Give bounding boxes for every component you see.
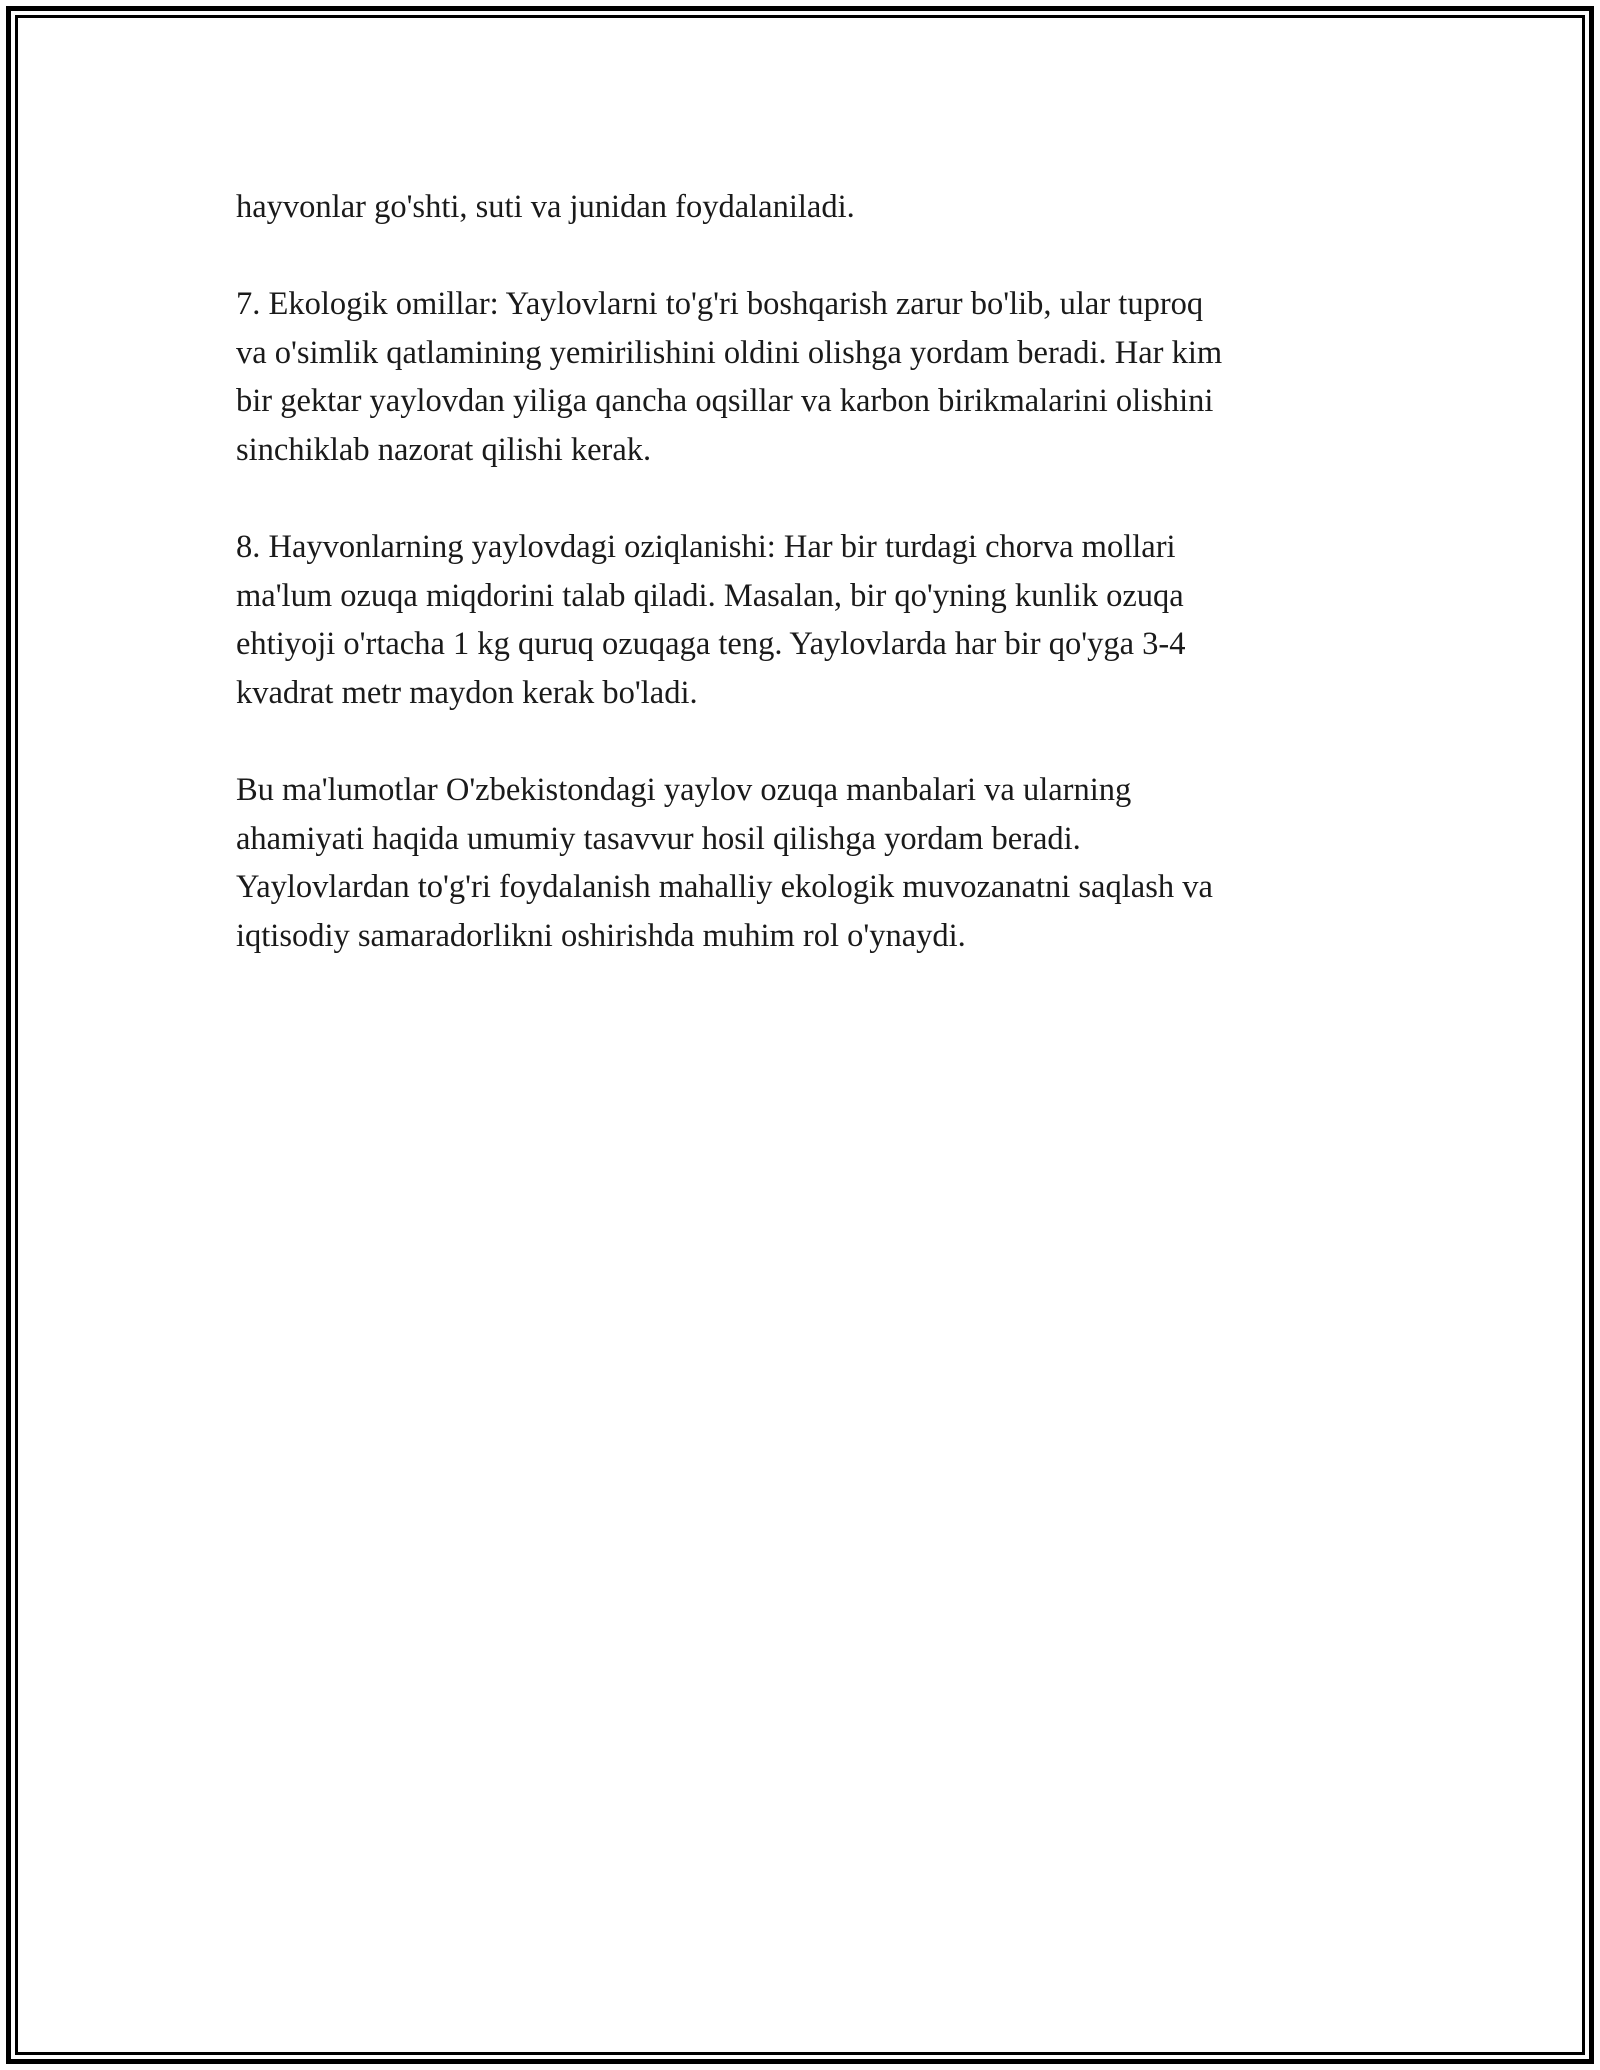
paragraph-conclusion: Bu ma'lumotlar O'zbekistondagi yaylov ozuqa manbalari va ularning ahamiyati haqida umumiy tasavvur hosil qilishga yordam beradi. Yaylovlardan to'g'ri foydalanish mahalliy ekologik muvozanatni saqlash va iqtisodiy samaradorlikni oshirishda muhim rol o'ynaydi.: [236, 772, 1213, 954]
paragraph-animal-feeding: 8. Hayvonlarning yaylovdagi oziqlanishi: Har bir turdagi chorva mollari ma'lum ozuqa miqdorini talab qiladi. Masalan, bir qo'yning kunlik ozuqa ehtiyoji o'rtacha 1 kg quruq ozuqaga teng. Yaylovlarda har bir qo'yga 3-4 kvadrat metr maydon kerak bo'ladi.: [236, 529, 1186, 711]
paragraph-continuation: hayvonlar go'shti, suti va junidan foydalaniladi.: [236, 189, 855, 225]
document-body: [236, 183, 1366, 1009]
paragraph-ecological-factors: 7. Ekologik omillar: Yaylovlarni to'g'ri boshqarish zarur bo'lib, ular tuproq va o'simlik qatlamining yemirilishini oldini olishga yordam beradi. Har kim bir gektar yaylovdan yiliga qancha oqsillar va karbon birikmalarini olishini sinchiklab nazorat qilishi kerak.: [236, 286, 1223, 468]
